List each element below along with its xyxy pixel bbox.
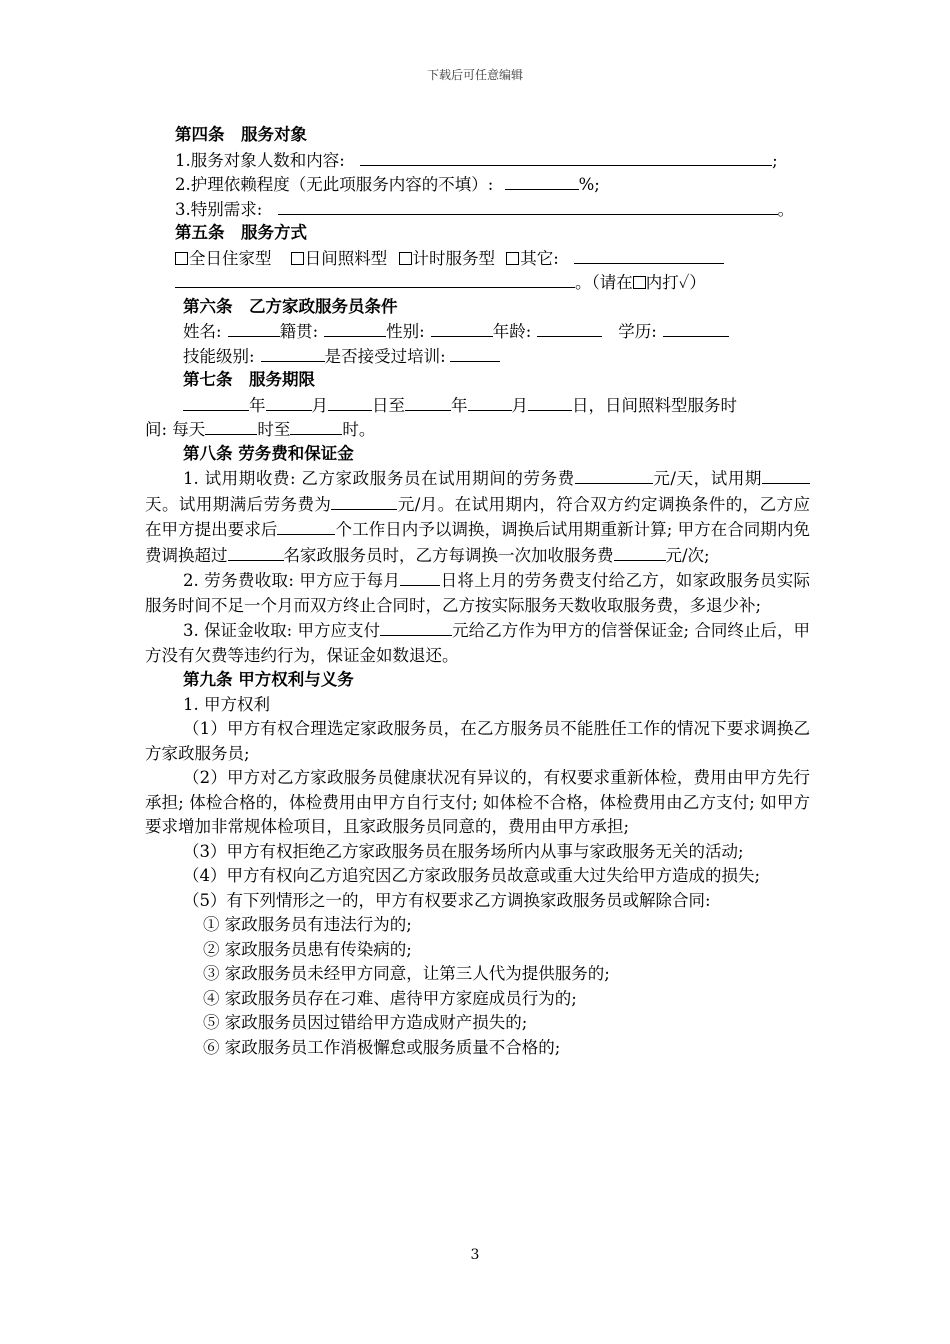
article-4-line-2 [145, 172, 810, 197]
article-8-clause-1 [145, 466, 810, 568]
article-5-title: 第五条 服务方式 [175, 223, 307, 242]
month-label: 月 [511, 395, 528, 415]
text: 个工作日内予以调换，调换后试用期重新计算; 甲方在合同期内免费调换超过 [145, 520, 811, 565]
name-label: 姓名: [183, 322, 222, 341]
case-item: ⑤ 家政服务员因过错给甲方造成财产损失的; [203, 1013, 528, 1032]
right-item-1: （1）甲方有权合理选定家政服务员，在乙方服务员不能胜任工作的情况下要求调换乙方家政服务员; [145, 719, 810, 763]
case-item: ① 家政服务员有违法行为的; [203, 915, 412, 934]
special-needs-blank[interactable] [278, 197, 778, 215]
name-blank[interactable] [228, 319, 280, 337]
option-label: 其它: [520, 248, 559, 268]
service-period-line-1 [145, 393, 810, 418]
trial-fee-blank[interactable] [575, 466, 653, 484]
skill-label: 技能级别: [183, 346, 255, 366]
text: 1. 试用期收费: 乙方家政服务员在试用期间的劳务费 [183, 469, 575, 488]
text: 名家政服务员时，乙方每调换一次加收服务费 [283, 545, 614, 565]
other-mode-blank[interactable] [574, 246, 724, 264]
free-replace-count-blank[interactable] [228, 543, 284, 561]
service-mode-continued [145, 270, 810, 295]
day-tail-label: 日，日间照料型服务时 [572, 395, 737, 415]
trial-days-blank[interactable] [762, 466, 810, 484]
article-4-line-3 [145, 197, 810, 222]
replace-days-blank[interactable] [277, 517, 335, 535]
start-day-blank[interactable] [328, 393, 372, 411]
end-year-blank[interactable] [405, 393, 451, 411]
right-item-4: （4）甲方有权向乙方追究因乙方家政服务员故意或重大过失给甲方造成的损失; [183, 866, 761, 885]
text: 元/月。在试用期内，符合双方约定调换条件的，乙方应在甲方提出要求后 [145, 494, 811, 539]
worker-info-line-2 [145, 344, 810, 369]
article-4-line-1 [145, 148, 810, 173]
article-9-title: 第九条 甲方权利与义务 [183, 670, 354, 689]
deposit-blank[interactable] [380, 618, 452, 636]
pay-day-blank[interactable] [400, 568, 440, 586]
case-item: ② 家政服务员患有传染病的; [203, 939, 412, 959]
article-8-title: 第八条 劳务费和保证金 [183, 443, 354, 463]
replace-fee-blank[interactable] [614, 543, 666, 561]
daily-label: 间: 每天 [145, 420, 206, 439]
special-needs-label: 3.特别需求: [175, 199, 263, 219]
checkbox-symbol [633, 276, 646, 289]
month-label: 月 [311, 395, 328, 415]
year-label: 年 [451, 395, 468, 415]
hour-end-label: 时。 [342, 420, 376, 439]
checkbox-other[interactable] [506, 252, 519, 265]
case-item: ④ 家政服务员存在刁难、虐待甲方家庭成员行为的; [203, 988, 577, 1008]
education-blank[interactable] [663, 319, 729, 337]
trained-label: 是否接受过培训: [324, 346, 446, 366]
start-month-blank[interactable] [266, 393, 312, 411]
page-number: 3 [470, 1247, 480, 1263]
monthly-fee-blank[interactable] [331, 492, 397, 510]
origin-label: 籍贯: [279, 322, 319, 341]
age-label: 年龄: [492, 322, 532, 341]
contract-body [145, 123, 810, 1060]
text: 2. 劳务费收取: 甲方应于每月 [183, 571, 401, 590]
checkbox-day-care[interactable] [291, 252, 304, 265]
line-end: %; [578, 175, 600, 194]
other-mode-blank-2[interactable] [175, 270, 575, 288]
dependency-blank[interactable] [505, 172, 579, 190]
age-blank[interactable] [537, 319, 602, 337]
instruction-b: 内打✓） [645, 273, 706, 292]
gender-blank[interactable] [431, 319, 493, 337]
worker-info-line-1 [145, 319, 810, 344]
service-mode-options [145, 246, 810, 271]
line-end: 。 [777, 199, 795, 219]
origin-blank[interactable] [324, 319, 386, 337]
start-hour-blank[interactable] [205, 417, 257, 435]
checkbox-hourly[interactable] [399, 252, 412, 265]
service-period-line-2 [145, 417, 810, 442]
year-label: 年 [249, 395, 266, 415]
article-8-clause-3 [145, 618, 810, 668]
header-note: 下载后可任意编辑 [426, 68, 523, 82]
skill-blank[interactable] [261, 344, 325, 362]
text: 日将上月的劳务费支付给乙方，如家政服务员实际服务时间不足一个月而双方终止合同时，乙方按实际服务天数收取服务费，多退少补; [145, 571, 811, 615]
end-month-blank[interactable] [468, 393, 512, 411]
line-end: ; [772, 150, 778, 170]
start-year-blank[interactable] [183, 393, 249, 411]
text: 元给乙方作为甲方的信誉保证金; 合同终止后，甲方没有欠费等违约行为，保证金如数退还。 [145, 621, 810, 665]
case-item: ③ 家政服务员未经甲方同意，让第三人代为提供服务的; [203, 964, 610, 983]
case-item: ⑥ 家政服务员工作消极懈怠或服务质量不合格的; [203, 1037, 561, 1057]
article-6-title: 第六条 乙方家政服务员条件 [183, 296, 398, 316]
right-item-3: （3）甲方有权拒绝乙方家政服务员在服务场所内从事与家政服务无关的活动; [183, 841, 744, 861]
gender-label: 性别: [386, 322, 425, 341]
day-to-label: 日至 [372, 395, 405, 415]
right-item-5: （5）有下列情形之一的，甲方有权要求乙方调换家政服务员或解除合同: [183, 890, 711, 910]
text: 天。试用期满后劳务费为 [145, 494, 332, 514]
text: 元/天，试用期 [652, 469, 763, 488]
end-day-blank[interactable] [528, 393, 572, 411]
article-8-clause-2 [145, 568, 810, 618]
text: 3. 保证金收取: 甲方应支付 [183, 621, 381, 640]
article-7-title: 第七条 服务期限 [183, 370, 315, 389]
option-label: 日间照料型 [304, 248, 388, 268]
service-target-blank[interactable] [360, 148, 772, 166]
trained-blank[interactable] [450, 344, 500, 362]
text: 元/次; [665, 545, 710, 565]
party-a-rights-heading: 1. 甲方权利 [183, 694, 270, 714]
right-item-2: （2）甲方对乙方家政服务员健康状况有异议的，有权要求重新体检，费用由甲方先行承担; 体检合格的，体检费用由甲方自行支付; 如体检不合格，体检费用由乙方支付; 如甲方要求增加非常规体检项目，且家政服务员同意的，费用由甲方承担; [145, 768, 810, 836]
checkbox-full-time[interactable] [175, 252, 188, 265]
option-label: 计时服务型 [412, 248, 495, 268]
end-hour-blank[interactable] [290, 417, 342, 435]
hour-to-label: 时至 [257, 420, 291, 439]
education-label: 学历: [618, 322, 657, 341]
instruction-a: 。（请在 [575, 273, 633, 292]
article-4-title: 第四条 服务对象 [175, 125, 307, 144]
option-label: 全日住家型 [189, 248, 272, 268]
service-target-label: 1.服务对象人数和内容: [175, 150, 345, 170]
dependency-label: 2.护理依赖程度（无此项服务内容的不填）: [175, 175, 494, 194]
